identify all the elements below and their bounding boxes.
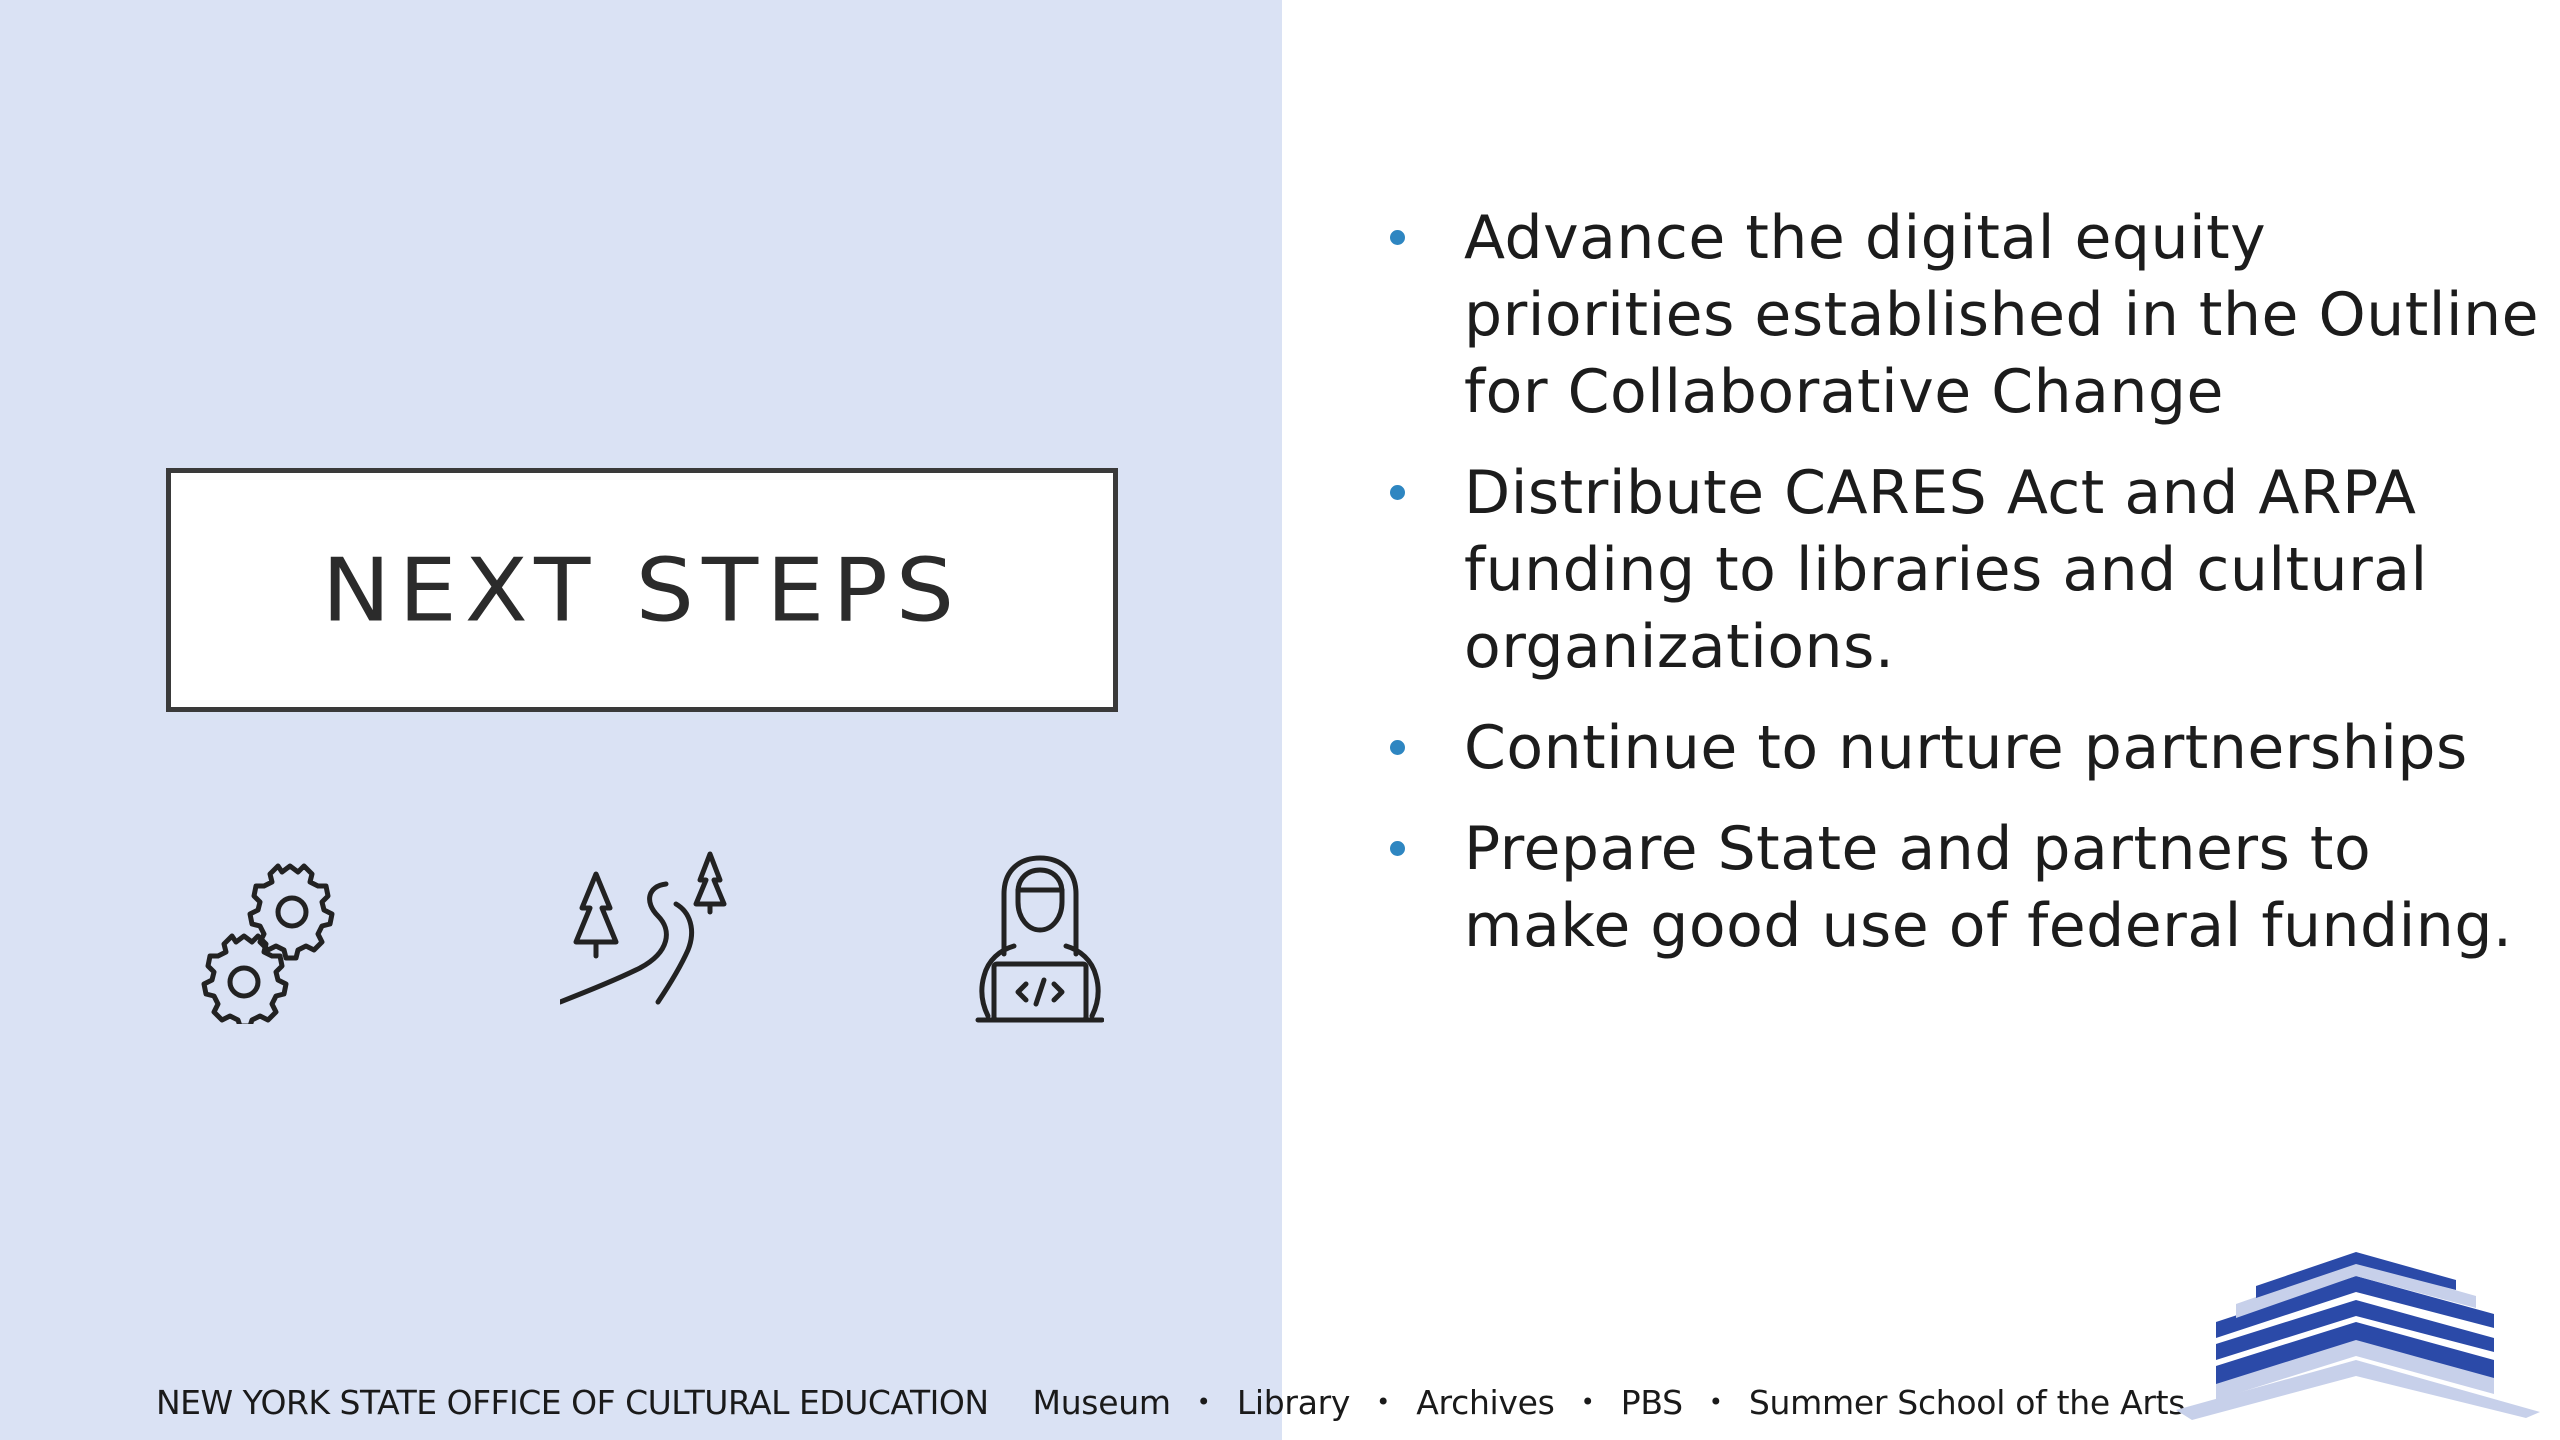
bullet-dot [1390,485,1405,500]
footer-link-summer-school[interactable]: Summer School of the Arts [1748,1382,2186,1422]
winding-road-icon [560,850,740,1010]
gears-icon [196,854,346,1024]
title-box [166,468,1118,712]
bullet-item [1390,710,2540,787]
footer-separator: • [1708,1388,1723,1416]
footer-org-name: NEW YORK STATE OFFICE OF CULTURAL EDUCATION [156,1382,989,1422]
developer-laptop-icon [974,854,1104,1026]
bullet-item [1390,200,2540,431]
footer-link-pbs[interactable]: PBS [1620,1382,1683,1422]
footer-separator: • [1376,1388,1391,1416]
footer-separator: • [1196,1388,1211,1416]
footer-separator: • [1580,1388,1595,1416]
bullet-item [1390,811,2540,965]
bullet-text: Distribute CARES Act and ARPA funding to libraries and cultural organizations. [1464,458,2428,682]
footer [156,1378,2185,1426]
bullet-dot [1390,230,1405,245]
footer-link-museum[interactable]: Museum [1032,1382,1171,1422]
bullet-text: Advance the digital equity priorities established in the Outline for Collaborative Change [1464,203,2540,427]
footer-link-library[interactable]: Library [1236,1382,1351,1422]
building-logo-icon [2176,1226,2540,1431]
bullet-dot [1390,740,1405,755]
bullet-list [1390,200,2540,989]
footer-link-archives[interactable]: Archives [1416,1382,1555,1422]
bullet-item [1390,455,2540,686]
slide-title: NEXT STEPS [321,539,963,641]
bullet-dot [1390,841,1405,856]
bullet-text: Continue to nurture partnerships [1464,713,2468,783]
bullet-text: Prepare State and partners to make good use of federal funding. [1464,814,2513,961]
